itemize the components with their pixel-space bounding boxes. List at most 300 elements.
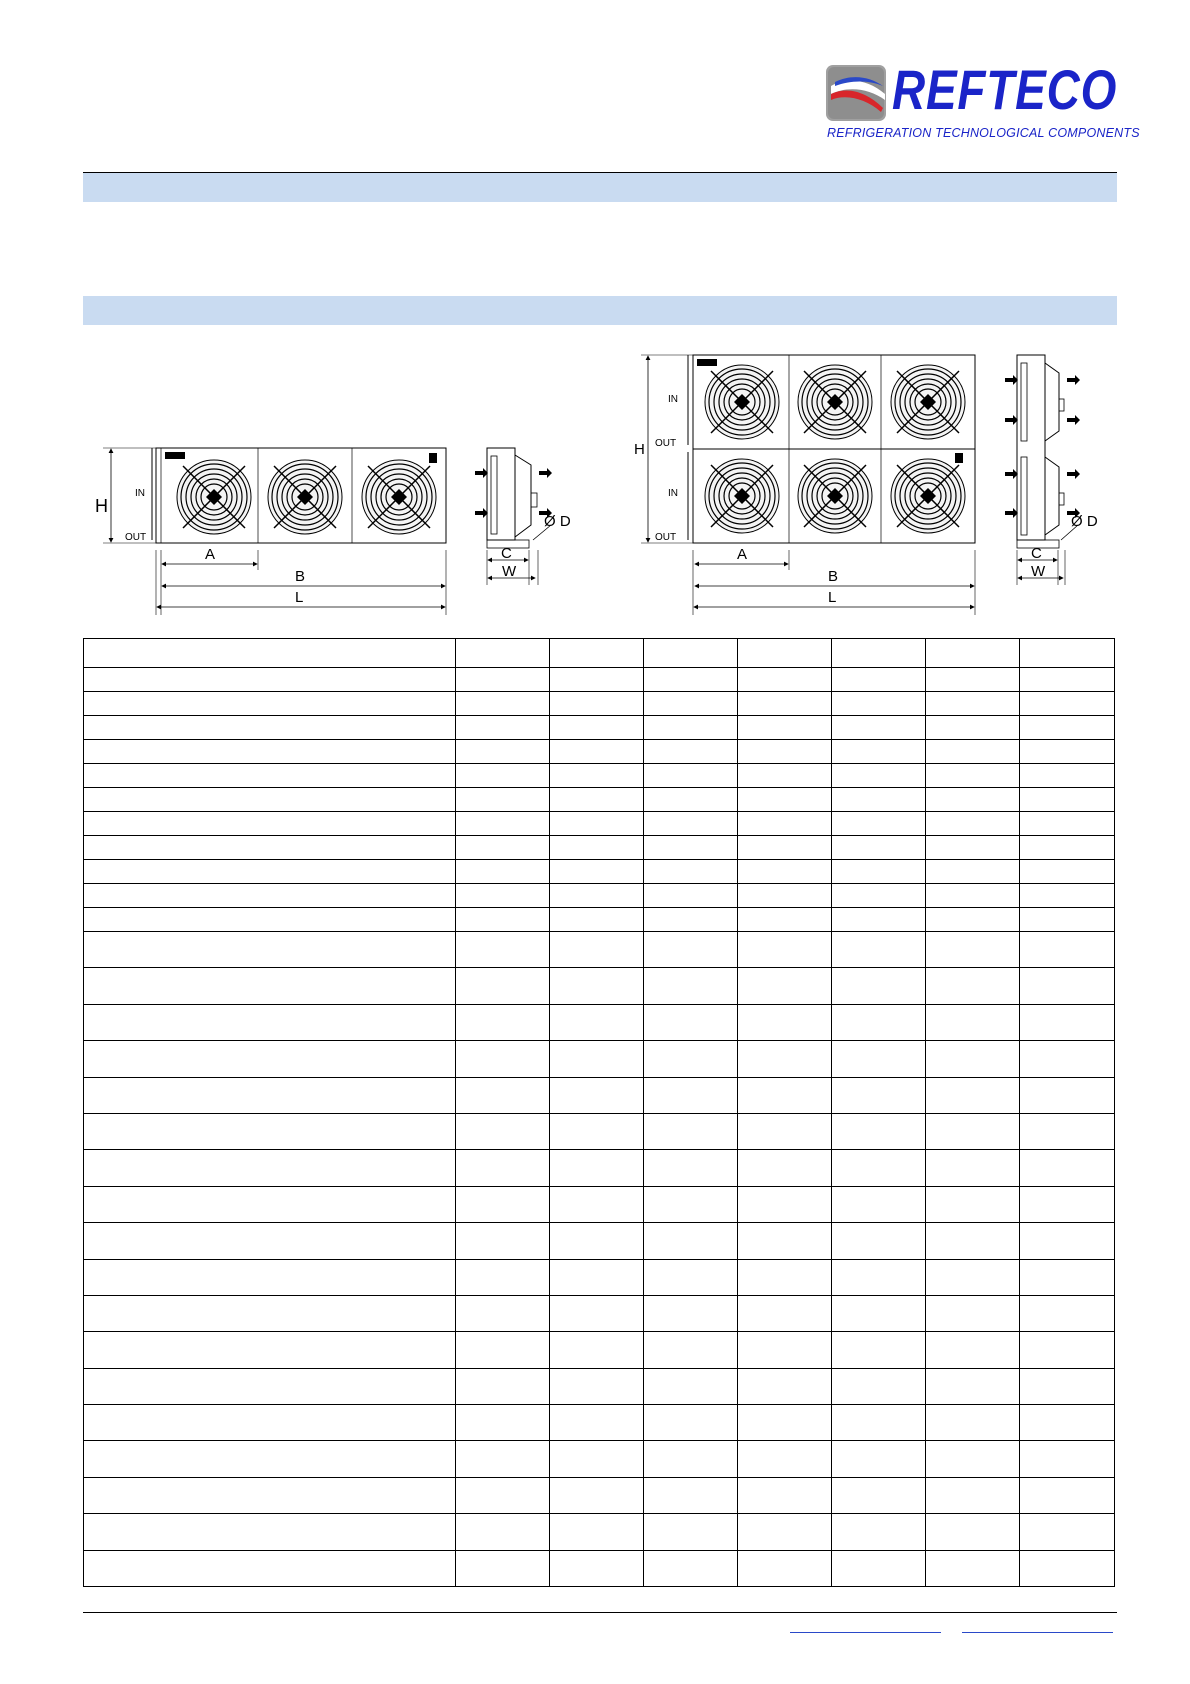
value-cell xyxy=(550,1150,644,1186)
value-cell xyxy=(926,884,1020,908)
value-cell xyxy=(550,812,644,836)
value-cell xyxy=(644,740,738,764)
value-cell xyxy=(644,639,738,668)
value-cell xyxy=(832,1077,926,1113)
value-cell xyxy=(926,639,1020,668)
value-cell xyxy=(738,1441,832,1477)
spec-table xyxy=(83,638,1115,1587)
value-cell xyxy=(832,716,926,740)
value-cell xyxy=(926,836,1020,860)
value-cell xyxy=(456,908,550,932)
footer-link-1[interactable] xyxy=(790,1632,941,1633)
value-cell xyxy=(456,1332,550,1368)
refteco-mark-icon xyxy=(825,64,887,122)
table-row xyxy=(84,860,1115,884)
table-row xyxy=(84,788,1115,812)
value-cell xyxy=(738,1113,832,1149)
value-cell xyxy=(832,1295,926,1331)
value-cell xyxy=(456,668,550,692)
label-d-right: Ø D xyxy=(1071,513,1098,530)
value-cell xyxy=(926,692,1020,716)
value-cell xyxy=(738,836,832,860)
value-cell xyxy=(832,1150,926,1186)
label-l-right: L xyxy=(828,589,837,606)
value-cell xyxy=(456,1004,550,1040)
row-label-cell xyxy=(84,716,456,740)
value-cell xyxy=(1020,932,1115,968)
value-cell xyxy=(738,1405,832,1441)
value-cell xyxy=(550,1368,644,1404)
row-label-cell xyxy=(84,860,456,884)
dimension-drawing xyxy=(83,345,1117,620)
table-row xyxy=(84,1477,1115,1513)
value-cell xyxy=(926,932,1020,968)
value-cell xyxy=(456,1514,550,1550)
value-cell xyxy=(456,1077,550,1113)
value-cell xyxy=(832,1041,926,1077)
row-label-cell xyxy=(84,1295,456,1331)
value-cell xyxy=(456,884,550,908)
value-cell xyxy=(738,932,832,968)
value-cell xyxy=(1020,764,1115,788)
value-cell xyxy=(1020,1077,1115,1113)
value-cell xyxy=(644,860,738,884)
value-cell xyxy=(644,884,738,908)
value-cell xyxy=(926,788,1020,812)
label-w-left: W xyxy=(502,563,517,580)
table-row xyxy=(84,1041,1115,1077)
value-cell xyxy=(926,1041,1020,1077)
value-cell xyxy=(1020,639,1115,668)
value-cell xyxy=(550,1113,644,1149)
value-cell xyxy=(644,692,738,716)
value-cell xyxy=(456,1550,550,1586)
value-cell xyxy=(832,1368,926,1404)
value-cell xyxy=(926,716,1020,740)
value-cell xyxy=(832,788,926,812)
value-cell xyxy=(832,1259,926,1295)
row-label-cell xyxy=(84,1223,456,1259)
value-cell xyxy=(738,1186,832,1222)
label-out-right-bottom: OUT xyxy=(655,532,677,543)
table-row xyxy=(84,1295,1115,1331)
value-cell xyxy=(550,884,644,908)
value-cell xyxy=(456,1150,550,1186)
value-cell xyxy=(738,692,832,716)
row-label-cell xyxy=(84,692,456,716)
value-cell xyxy=(926,1004,1020,1040)
value-cell xyxy=(644,1441,738,1477)
value-cell xyxy=(738,968,832,1004)
value-cell xyxy=(832,668,926,692)
value-cell xyxy=(550,1514,644,1550)
value-cell xyxy=(832,1405,926,1441)
value-cell xyxy=(738,1332,832,1368)
value-cell xyxy=(644,1368,738,1404)
table-row xyxy=(84,932,1115,968)
value-cell xyxy=(738,884,832,908)
value-cell xyxy=(832,639,926,668)
label-in-right-top: IN xyxy=(668,394,678,405)
value-cell xyxy=(644,1259,738,1295)
value-cell xyxy=(832,932,926,968)
value-cell xyxy=(456,1368,550,1404)
value-cell xyxy=(644,716,738,740)
value-cell xyxy=(832,1004,926,1040)
value-cell xyxy=(738,1223,832,1259)
value-cell xyxy=(1020,1295,1115,1331)
value-cell xyxy=(1020,1186,1115,1222)
value-cell xyxy=(926,812,1020,836)
value-cell xyxy=(456,1441,550,1477)
value-cell xyxy=(1020,1477,1115,1513)
table-row xyxy=(84,1186,1115,1222)
value-cell xyxy=(1020,860,1115,884)
value-cell xyxy=(926,1332,1020,1368)
value-cell xyxy=(926,968,1020,1004)
value-cell xyxy=(550,836,644,860)
row-label-cell xyxy=(84,740,456,764)
value-cell xyxy=(832,884,926,908)
value-cell xyxy=(926,1441,1020,1477)
value-cell xyxy=(832,1113,926,1149)
value-cell xyxy=(550,740,644,764)
value-cell xyxy=(456,1223,550,1259)
value-cell xyxy=(926,1259,1020,1295)
value-cell xyxy=(456,836,550,860)
label-l-left: L xyxy=(295,589,304,606)
table-row xyxy=(84,1004,1115,1040)
value-cell xyxy=(456,788,550,812)
value-cell xyxy=(456,860,550,884)
label-in-left: IN xyxy=(135,488,145,499)
value-cell xyxy=(1020,1150,1115,1186)
value-cell xyxy=(738,860,832,884)
value-cell xyxy=(456,692,550,716)
row-label-cell xyxy=(84,764,456,788)
value-cell xyxy=(456,932,550,968)
value-cell xyxy=(832,740,926,764)
value-cell xyxy=(1020,1441,1115,1477)
value-cell xyxy=(550,1004,644,1040)
value-cell xyxy=(738,1477,832,1513)
label-h-right: H xyxy=(634,441,645,458)
value-cell xyxy=(926,1405,1020,1441)
brand-logo xyxy=(825,58,1140,146)
value-cell xyxy=(1020,968,1115,1004)
value-cell xyxy=(926,1186,1020,1222)
value-cell xyxy=(926,1550,1020,1586)
value-cell xyxy=(644,1041,738,1077)
label-a-left: A xyxy=(205,546,216,563)
value-cell xyxy=(926,1295,1020,1331)
row-label-cell xyxy=(84,1041,456,1077)
row-label-cell xyxy=(84,668,456,692)
value-cell xyxy=(550,639,644,668)
table-row xyxy=(84,668,1115,692)
value-cell xyxy=(926,764,1020,788)
table-row xyxy=(84,1077,1115,1113)
value-cell xyxy=(550,668,644,692)
value-cell xyxy=(644,1150,738,1186)
single-row-front-view xyxy=(103,448,446,615)
value-cell xyxy=(1020,668,1115,692)
row-label-cell xyxy=(84,1004,456,1040)
value-cell xyxy=(644,788,738,812)
value-cell xyxy=(456,1113,550,1149)
row-label-cell xyxy=(84,1550,456,1586)
value-cell xyxy=(832,764,926,788)
value-cell xyxy=(550,764,644,788)
table-row xyxy=(84,1259,1115,1295)
row-label-cell xyxy=(84,1477,456,1513)
value-cell xyxy=(738,908,832,932)
value-cell xyxy=(832,1477,926,1513)
row-label-cell xyxy=(84,908,456,932)
value-cell xyxy=(738,764,832,788)
value-cell xyxy=(644,836,738,860)
label-b-left: B xyxy=(295,568,306,585)
value-cell xyxy=(456,740,550,764)
value-cell xyxy=(644,1186,738,1222)
value-cell xyxy=(550,908,644,932)
row-label-cell xyxy=(84,836,456,860)
value-cell xyxy=(456,968,550,1004)
value-cell xyxy=(738,1295,832,1331)
table-row xyxy=(84,1550,1115,1586)
row-label-cell xyxy=(84,1514,456,1550)
value-cell xyxy=(456,1186,550,1222)
value-cell xyxy=(644,1405,738,1441)
value-cell xyxy=(832,812,926,836)
value-cell xyxy=(926,1223,1020,1259)
value-cell xyxy=(456,1041,550,1077)
value-cell xyxy=(832,860,926,884)
row-label-cell xyxy=(84,639,456,668)
value-cell xyxy=(832,1441,926,1477)
value-cell xyxy=(832,1514,926,1550)
value-cell xyxy=(644,908,738,932)
value-cell xyxy=(550,1405,644,1441)
label-h-left: H xyxy=(95,496,108,516)
value-cell xyxy=(644,1077,738,1113)
value-cell xyxy=(550,1441,644,1477)
value-cell xyxy=(550,860,644,884)
table-row xyxy=(84,1441,1115,1477)
value-cell xyxy=(1020,908,1115,932)
value-cell xyxy=(644,1514,738,1550)
value-cell xyxy=(644,968,738,1004)
label-w-right: W xyxy=(1031,563,1046,580)
value-cell xyxy=(738,1368,832,1404)
double-row-side-view xyxy=(1005,355,1080,585)
value-cell xyxy=(1020,740,1115,764)
value-cell xyxy=(644,1295,738,1331)
value-cell xyxy=(550,1332,644,1368)
value-cell xyxy=(926,908,1020,932)
row-label-cell xyxy=(84,1259,456,1295)
footer-link-2[interactable] xyxy=(962,1632,1113,1633)
label-in-right-bottom: IN xyxy=(668,488,678,499)
value-cell xyxy=(926,1477,1020,1513)
label-out-right-top: OUT xyxy=(655,438,677,449)
value-cell xyxy=(832,1186,926,1222)
table-row xyxy=(84,1223,1115,1259)
label-c-left: C xyxy=(501,545,512,562)
row-label-cell xyxy=(84,968,456,1004)
value-cell xyxy=(738,1004,832,1040)
table-row xyxy=(84,716,1115,740)
table-row xyxy=(84,692,1115,716)
value-cell xyxy=(1020,716,1115,740)
row-label-cell xyxy=(84,1150,456,1186)
row-label-cell xyxy=(84,1077,456,1113)
value-cell xyxy=(832,908,926,932)
value-cell xyxy=(738,812,832,836)
value-cell xyxy=(1020,1113,1115,1149)
table-row xyxy=(84,836,1115,860)
value-cell xyxy=(550,1477,644,1513)
value-cell xyxy=(738,668,832,692)
value-cell xyxy=(644,1550,738,1586)
value-cell xyxy=(456,812,550,836)
value-cell xyxy=(550,1295,644,1331)
value-cell xyxy=(1020,1004,1115,1040)
table-row xyxy=(84,639,1115,668)
row-label-cell xyxy=(84,1368,456,1404)
value-cell xyxy=(738,1514,832,1550)
value-cell xyxy=(1020,812,1115,836)
row-label-cell xyxy=(84,1405,456,1441)
row-label-cell xyxy=(84,812,456,836)
brand-tagline: REFRIGERATION TECHNOLOGICAL COMPONENTS xyxy=(827,126,1140,140)
value-cell xyxy=(644,1477,738,1513)
table-row xyxy=(84,764,1115,788)
value-cell xyxy=(1020,692,1115,716)
table-row xyxy=(84,908,1115,932)
value-cell xyxy=(738,716,832,740)
value-cell xyxy=(644,1332,738,1368)
row-label-cell xyxy=(84,932,456,968)
value-cell xyxy=(1020,836,1115,860)
value-cell xyxy=(1020,1405,1115,1441)
value-cell xyxy=(1020,1332,1115,1368)
value-cell xyxy=(926,1150,1020,1186)
value-cell xyxy=(456,764,550,788)
row-label-cell xyxy=(84,1186,456,1222)
table-row xyxy=(84,1514,1115,1550)
table-row xyxy=(84,740,1115,764)
value-cell xyxy=(1020,1041,1115,1077)
value-cell xyxy=(738,1150,832,1186)
value-cell xyxy=(832,1223,926,1259)
value-cell xyxy=(456,1259,550,1295)
value-cell xyxy=(644,812,738,836)
table-row xyxy=(84,1332,1115,1368)
value-cell xyxy=(926,1077,1020,1113)
value-cell xyxy=(550,788,644,812)
value-cell xyxy=(738,1259,832,1295)
row-label-cell xyxy=(84,884,456,908)
value-cell xyxy=(550,932,644,968)
value-cell xyxy=(644,1113,738,1149)
value-cell xyxy=(550,1223,644,1259)
label-out-left: OUT xyxy=(125,532,147,543)
value-cell xyxy=(832,692,926,716)
label-c-right: C xyxy=(1031,545,1042,562)
value-cell xyxy=(456,1295,550,1331)
value-cell xyxy=(456,639,550,668)
value-cell xyxy=(926,668,1020,692)
value-cell xyxy=(738,1550,832,1586)
value-cell xyxy=(832,836,926,860)
value-cell xyxy=(1020,1223,1115,1259)
value-cell xyxy=(738,740,832,764)
table-row xyxy=(84,1405,1115,1441)
value-cell xyxy=(1020,1514,1115,1550)
value-cell xyxy=(644,1223,738,1259)
value-cell xyxy=(738,1077,832,1113)
label-b-right: B xyxy=(828,568,839,585)
row-label-cell xyxy=(84,788,456,812)
value-cell xyxy=(832,1332,926,1368)
double-row-front-view xyxy=(641,355,975,615)
label-d-left: Ø D xyxy=(544,513,571,530)
table-row xyxy=(84,1368,1115,1404)
value-cell xyxy=(644,668,738,692)
value-cell xyxy=(832,968,926,1004)
value-cell xyxy=(644,1004,738,1040)
value-cell xyxy=(926,740,1020,764)
table-row xyxy=(84,1113,1115,1149)
value-cell xyxy=(644,764,738,788)
value-cell xyxy=(926,1113,1020,1149)
value-cell xyxy=(550,716,644,740)
value-cell xyxy=(926,1368,1020,1404)
footer-rule xyxy=(83,1612,1117,1613)
value-cell xyxy=(550,1259,644,1295)
value-cell xyxy=(456,1477,550,1513)
row-label-cell xyxy=(84,1332,456,1368)
value-cell xyxy=(1020,884,1115,908)
value-cell xyxy=(456,1405,550,1441)
value-cell xyxy=(926,1514,1020,1550)
value-cell xyxy=(738,788,832,812)
table-row xyxy=(84,884,1115,908)
brand-name: REFTECO xyxy=(892,58,1118,121)
value-cell xyxy=(1020,1368,1115,1404)
table-row xyxy=(84,1150,1115,1186)
table-row xyxy=(84,812,1115,836)
value-cell xyxy=(738,639,832,668)
value-cell xyxy=(738,1041,832,1077)
label-a-right: A xyxy=(737,546,748,563)
value-cell xyxy=(1020,1259,1115,1295)
value-cell xyxy=(926,860,1020,884)
value-cell xyxy=(1020,788,1115,812)
section-band-2 xyxy=(83,296,1117,325)
value-cell xyxy=(832,1550,926,1586)
value-cell xyxy=(550,1077,644,1113)
table-row xyxy=(84,968,1115,1004)
value-cell xyxy=(550,968,644,1004)
row-label-cell xyxy=(84,1113,456,1149)
value-cell xyxy=(550,1041,644,1077)
value-cell xyxy=(644,932,738,968)
value-cell xyxy=(550,1550,644,1586)
value-cell xyxy=(550,692,644,716)
value-cell xyxy=(1020,1550,1115,1586)
